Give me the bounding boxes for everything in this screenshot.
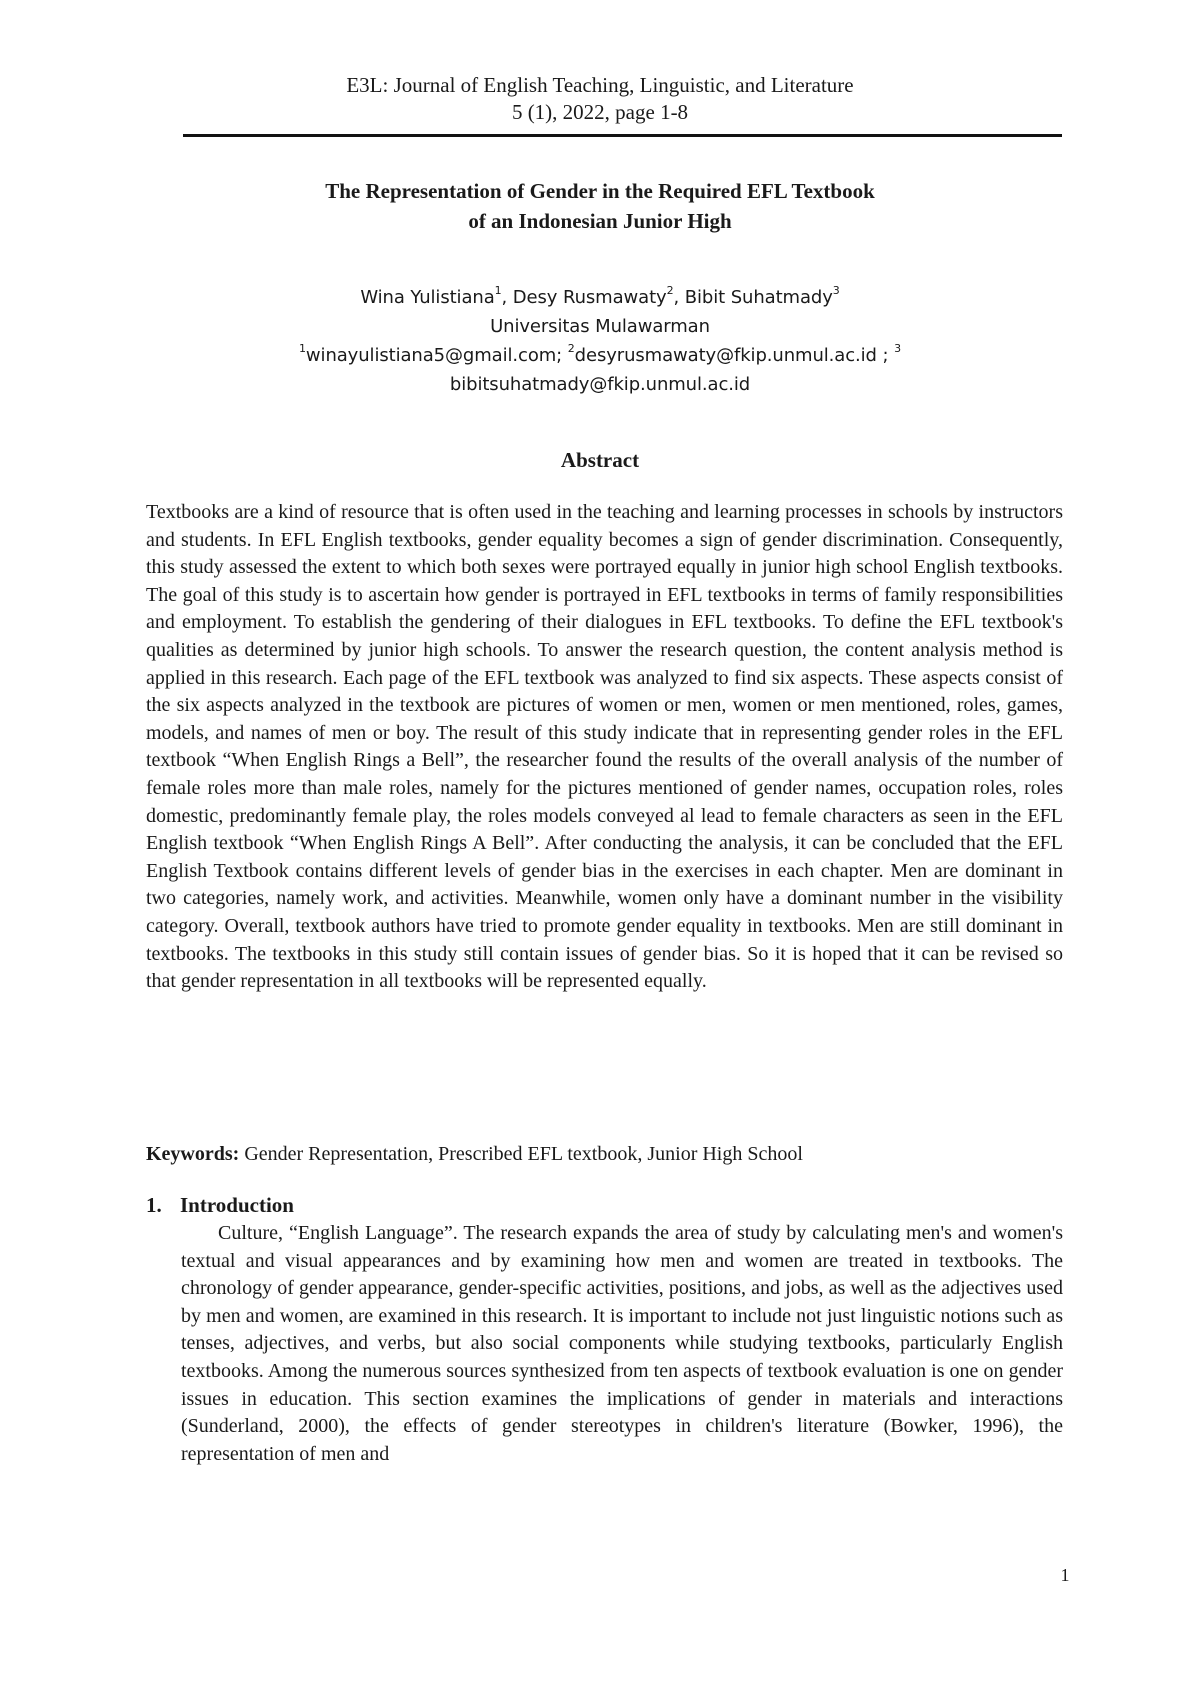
header-rule — [183, 134, 1062, 137]
title-line-1: The Representation of Gender in the Required EFL Textbook — [325, 179, 875, 203]
email-2-sup: 2 — [567, 342, 575, 355]
email-3-sup: 3 — [894, 342, 901, 355]
journal-issue: 5 (1), 2022, page 1-8 — [511, 100, 689, 124]
email-1: winayulistiana5@gmail.com; — [305, 345, 563, 366]
paper-title — [150, 176, 1050, 236]
email-3: bibitsuhatmady@fkip.unmul.ac.id — [449, 374, 751, 395]
page-number: 1 — [1060, 1565, 1070, 1585]
author-1-sup: 1 — [494, 284, 502, 297]
keywords — [146, 1141, 1063, 1168]
email-1-sup: 1 — [299, 342, 306, 355]
email-2: desyrusmawaty@fkip.unmul.ac.id ; — [574, 345, 889, 366]
abstract-heading: Abstract — [560, 448, 640, 472]
author-emails — [100, 341, 1100, 370]
affiliation: Universitas Mulawarman — [490, 316, 710, 337]
journal-header — [0, 72, 1200, 126]
author-block — [100, 283, 1100, 399]
author-3: Bibit Suhatmady — [684, 287, 833, 308]
author-2: Desy Rusmawaty — [512, 287, 667, 308]
abstract-text: Textbooks are a kind of resource that is often used in the teaching and learning processes in schools by instructors and students. In EFL English textbooks, gender equality becomes a sign of gender discrimination. Consequently, this study assessed the extent to which both sexes were portrayed equally in junior high school English textbooks. The goal of this study is to ascertain how gender is portrayed in EFL textbooks in terms of family responsibilities and employment. To establish the gendering of their dialogues in EFL textbooks. To define the EFL textbook's qualities as determined by junior high schools. To answer the research question, the content analysis method is applied in this research. Each page of the EFL textbook was analyzed to find six aspects. These aspects consist of the six aspects analyzed in the textbook are pictures of women or men, women or men mentioned, roles, games, models, and names of men or boy. The result of this study indicate that in representing gender roles in the EFL textbook “When English Rings a Bell”, the researcher found the results of the overall analysis of the number of female roles more than male roles, namely for the pictures mentioned of gender names, occupation roles, roles domestic, predominantly female play, the roles models conveyed al lead to female characters as seen in the EFL English textbook “When English Rings A Bell”. After conducting the analysis, it can be concluded that the EFL English Textbook contains different levels of gender bias in the exercises in each chapter. Men are dominant in two categories, namely work, and activities. Meanwhile, women only have a dominant number in the visibility category. Overall, textbook authors have tried to promote gender equality in textbooks. Men are still dominant in textbooks. The textbooks in this study still contain issues of gender bias. So it is hoped that it can be revised so that gender representation in all textbooks will be represented equally. — [146, 501, 1063, 993]
title-line-2: of an Indonesian Junior High — [468, 209, 732, 233]
introduction-paragraph: Culture, “English Language”. The research expands the area of study by calculating men's and women's textual and visual appearances and by examining how men and women are treated in textbooks. The chronology of gender appearance, gender-specific activities, positions, and jobs, as well as the adjectives used by men and women, are examined in this research. It is important to include not just linguistic notions such as tenses, adjectives, and verbs, but also social components while studying textbooks, particularly English textbooks. Among the numerous sources synthesized from ten aspects of textbook evaluation is one on gender issues in education. This section examines the implications of gender in materials and interactions (Sunderland, 2000), the effects of gender stereotypes in children's literature (Bowker, 1996), the representation of men and — [181, 1222, 1063, 1465]
section-heading-introduction — [146, 1193, 294, 1218]
section-title: Introduction — [180, 1193, 294, 1217]
section-number: 1. — [146, 1193, 162, 1217]
journal-name: E3L: Journal of English Teaching, Linguistic, and Literature — [346, 73, 854, 97]
author-names: Wina Yulistiana$^1$, Desy Rusmawaty$^2$, Bibit Suhatmady$^3$ — [360, 284, 840, 308]
keywords-text: Gender Representation, Prescribed EFL textbook, Junior High School — [239, 1143, 803, 1165]
author-3-sup: 3 — [832, 284, 840, 297]
keywords-label: Keywords: — [146, 1143, 240, 1165]
author-1: Wina Yulistiana — [360, 287, 495, 308]
author-2-sup: 2 — [666, 284, 674, 297]
